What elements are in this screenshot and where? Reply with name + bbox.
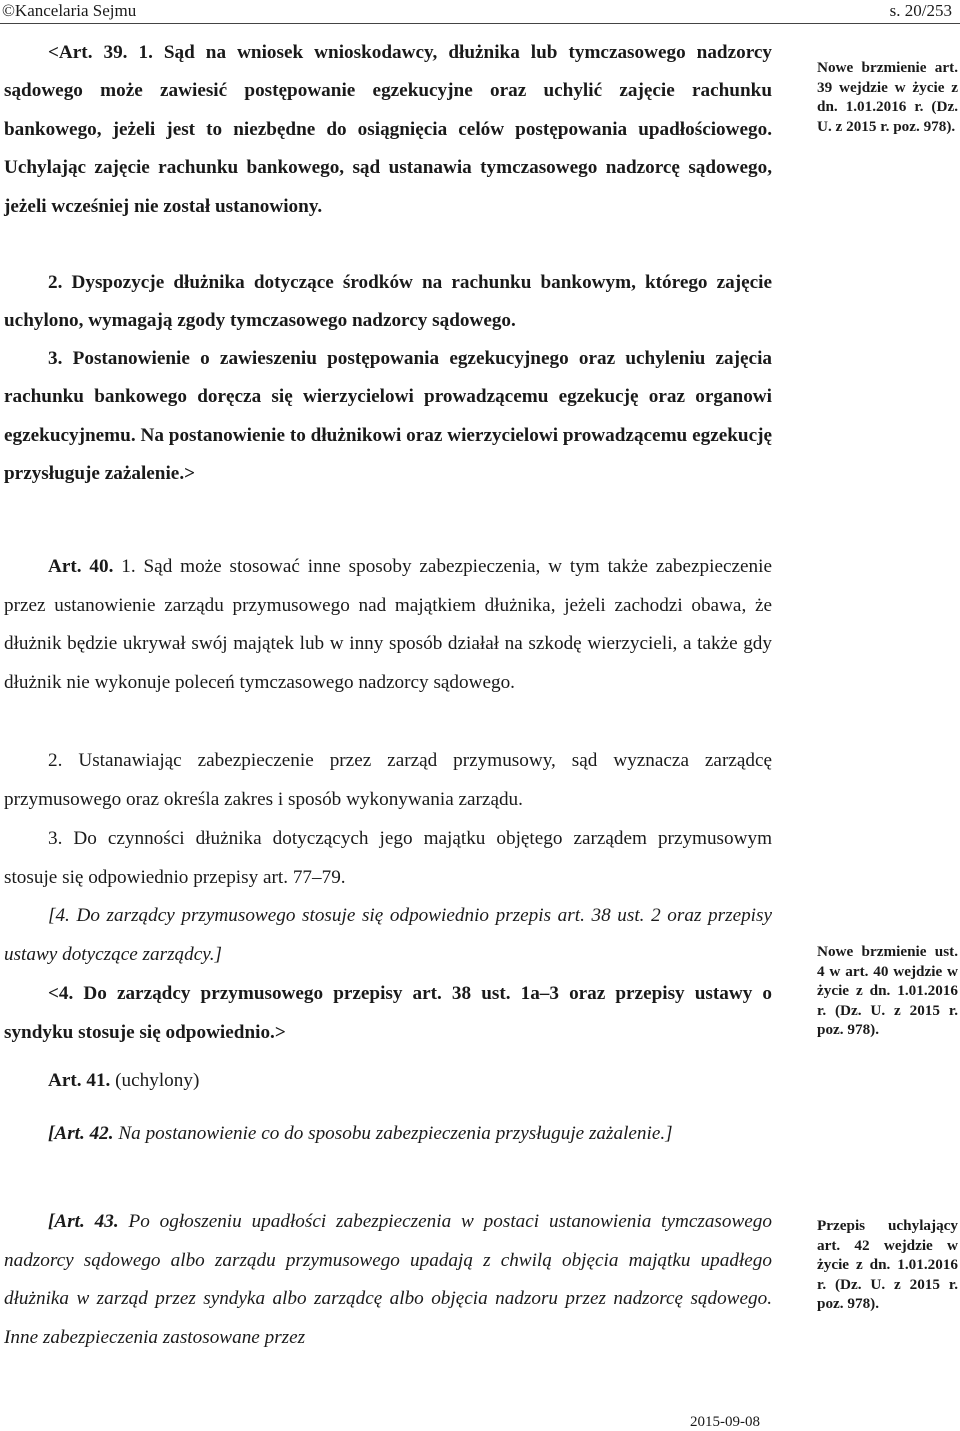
art39-paragraph-3-number: 3. [48, 348, 73, 369]
art43-text: Po ogłoszeniu upadłości zabezpieczenia w postaci ustanowienia tymczasowego nadzorcy sądowego albo zarządu przymusowego upadają z chwilą objęcia majątku upadłego dłużnika w zarząd przez syndyka albo zarządcę albo objęcia nadzoru przez nadzorcę sądowego. Inne zabezpieczenia zastosowane przez [4, 1211, 772, 1348]
header-page-number: s. 20/253 [889, 1, 952, 20]
art39-paragraph-3-text: Postanowienie o zawieszeniu postępowania egzekucyjnego oraz uchyleniu zajęcia rachunku bankowego doręcza się wierzycielowi prowadzącemu egzekucję oraz organowi egzekucyjnemu. Na postanowienie to dłużnikowi oraz wierzycielowi prowadzącemu egzekucję przysługuje zażalenie.> [4, 348, 773, 485]
art39-paragraph-1-text: Sąd na wniosek wnioskodawcy, dłużnika lub tymczasowego nadzorcy sądowego może zawiesić postępowanie egzekucyjne oraz uchylić zajęcie rachunku bankowego, jeżeli jest to niezbędne do osiągnięcia celów postępowania upadłościowego. Uchylając zajęcie rachunku bankowego, sąd ustanawia tymczasowego nadzorcę sądowego, jeżeli wcześniej nie został ustanowiony. [4, 42, 772, 217]
margin-note-art40-ust4: Nowe brzmienie ust. 4 w art. 40 wejdzie w życie z dn. 1.01.2016 r. (Dz. U. z 2015 r. poz. 978). [817, 943, 958, 1039]
art39-paragraph-2 [4, 264, 772, 341]
art40-paragraph-4-old: [4. Do zarządcy przymusowego stosuje się odpowiednio przepis art. 38 ust. 2 oraz przepisy ustawy dotyczące zarządcy.] [4, 905, 772, 965]
art40-paragraph-4-new: <4. Do zarządcy przymusowego przepisy art. 38 ust. 1a–3 oraz przepisy ustawy o syndyku stosuje się odpowiednio.> [4, 983, 772, 1043]
margin-note-art39: Nowe brzmienie art. 39 wejdzie w życie z dn. 1.01.2016 r. (Dz. U. z 2015 r. poz. 978). [817, 59, 958, 135]
art39-paragraph-2-text: Dyspozycje dłużnika dotyczące środków na rachunku bankowym, którego zajęcie uchylono, wymagają zgody tymczasowego nadzorcy sądowego. [4, 272, 773, 332]
art42-text: Na postanowienie co do sposobu zabezpieczenia przysługuje zażalenie.] [118, 1123, 673, 1144]
art39-paragraph-1-number: <Art. 39. 1. [48, 42, 164, 63]
art41-number: Art. 41. [48, 1070, 116, 1091]
art39-paragraph-2-number: 2. [48, 272, 72, 293]
footer-date: 2015-09-08 [690, 1414, 760, 1430]
art43-number: [Art. 43. [48, 1211, 129, 1232]
art39-paragraph-1 [4, 34, 772, 226]
art40-paragraph-2: 2. Ustanawiając zabezpieczenie przez zarząd przymusowy, sąd wyznacza zarządcę przymusowego oraz określa zakres i sposób wykonywania zarządu. [4, 750, 772, 810]
art39-paragraph-3 [4, 340, 772, 494]
header-divider [0, 23, 960, 24]
art40-paragraph-1 [4, 548, 772, 702]
art43-paragraph [4, 1203, 772, 1357]
art42-number: [Art. 42. [48, 1123, 119, 1144]
art40-paragraph-3: 3. Do czynności dłużnika dotyczących jego majątku objętego zarządem przymusowym stosuje się odpowiednio przepisy art. 77–79. [4, 828, 772, 888]
header-copyright: ©Kancelaria Sejmu [2, 1, 137, 20]
art41-text: (uchylony) [115, 1070, 200, 1091]
art40-paragraph-1-text: 1. Sąd może stosować inne sposoby zabezpieczenia, w tym także zabezpieczenie przez ustanowienie zarządu przymusowego nad majątkiem dłużnika, jeżeli zachodzi obawa, że dłużnik będzie ukrywał swój majątek lub w inny sposób działał na szkodę wierzycieli, a także gdy dłużnik nie wykonuje poleceń tymczasowego nadzorcy sądowego. [4, 556, 772, 693]
art42-paragraph [4, 1115, 772, 1154]
art40-number: Art. 40. [48, 556, 122, 577]
margin-note-art42: Przepis uchylający art. 42 wejdzie w życie z dn. 1.01.2016 r. (Dz. U. z 2015 r. poz. 978). [817, 1217, 958, 1313]
art41-paragraph [4, 1062, 772, 1101]
